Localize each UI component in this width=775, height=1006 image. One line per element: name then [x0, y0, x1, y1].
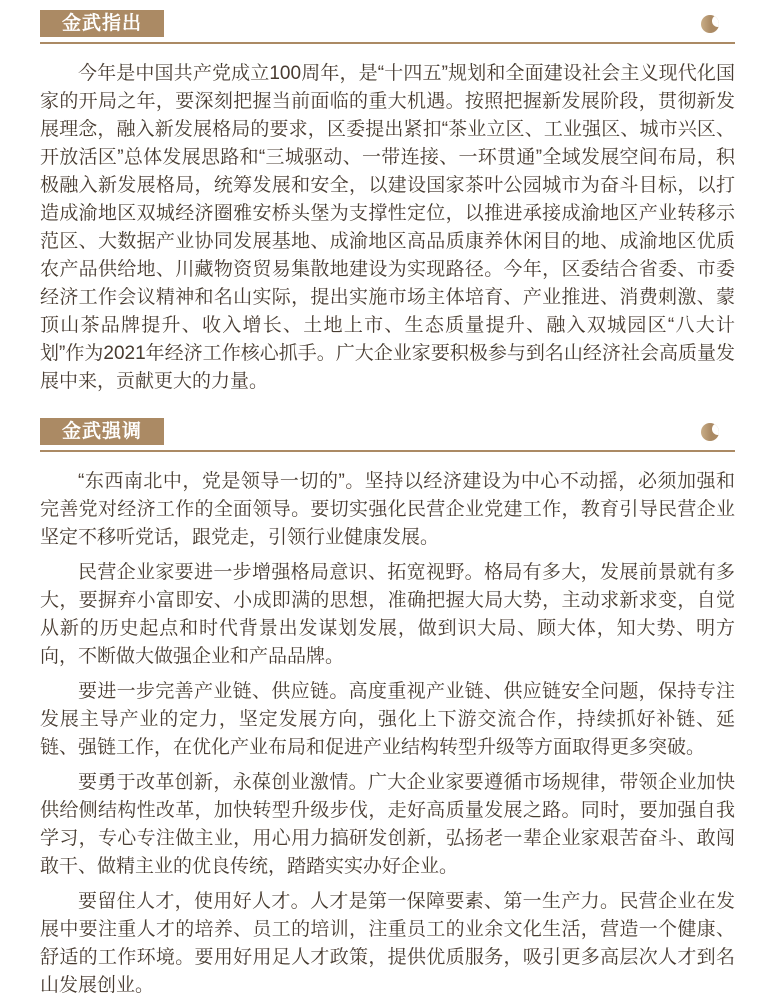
paragraph: “东西南北中，党是领导一切的”。坚持以经济建设为中心不动摇，必须加强和完善党对经济工作的全面领导。要切实强化民营企业党建工作，教育引导民营企业坚定不移听党话，跟党走，引领行业健康发展。 [40, 471, 735, 548]
section-body [40, 60, 735, 396]
paragraph: 要勇于改革创新，永葆创业激情。广大企业家要遵循市场规律，带领企业加快供给侧结构性改革，加快转型升级步伐，走好高质量发展之路。同时，要加强自我学习，专心专注做主业，用心用力搞研发创新，弘扬老一辈企业家艰苦奋斗、敢闯敢干、做精主业的优良传统，踏踏实实办好企业。 [40, 772, 735, 877]
section-header [40, 10, 735, 44]
section-header [40, 418, 735, 452]
paragraph: 今年是中国共产党成立100周年，是“十四五”规划和全面建设社会主义现代化国家的开局之年，要深刻把握当前面临的重大机遇。按照把握新发展阶段，贯彻新发展理念，融入新发展格局的要求，区委提出紧扣“茶业立区、工业强区、城市兴区、开放活区”总体发展思路和“三城驱动、一带连接、一环贯通”全域发展空间布局，积极融入新发展格局，统筹发展和安全，以建设国家茶叶公园城市为奋斗目标，以打造成渝地区双城经济圈雅安桥头堡为支撑性定位，以推进承接成渝地区产业转移示范区、大数据产业协同发展基地、成渝地区高品质康养休闲目的地、成渝地区优质农产品供给地、川藏物资贸易集散地建设为实现路径。今年，区委结合省委、市委经济工作会议精神和名山实际，提出实施市场主体培育、产业推进、消费刺激、蒙顶山茶品牌提升、收入增长、土地上市、生态质量提升、融入双城园区“八大计划”作为2021年经济工作核心抓手。广大企业家要积极参与到名山经济社会高质量发展中来，贡献更大的力量。 [40, 63, 735, 392]
paragraph: 民营企业家要进一步增强格局意识、拓宽视野。格局有多大，发展前景就有多大，要摒弃小富即安、小成即满的思想，准确把握大局大势，主动求新求变，自觉从新的历史起点和时代背景出发谋划发展，做到识大局、顾大体，知大势、明方向，不断做大做强企业和产品品牌。 [40, 562, 735, 667]
section-badge: 金武指出 [40, 10, 164, 37]
section-badge: 金武强调 [40, 418, 164, 445]
section-jinwu-qiangdiao [40, 418, 735, 1000]
paragraph: 要留住人才，使用好人才。人才是第一保障要素、第一生产力。民营企业在发展中要注重人才的培养、员工的培训，注重员工的业余文化生活，营造一个健康、舒适的工作环境。要用好用足人才政策，提供优质服务，吸引更多高层次人才到名山发展创业。 [40, 891, 735, 996]
section-body [40, 468, 735, 1000]
moon-phase-icon[interactable] [701, 15, 719, 33]
paragraph: 要进一步完善产业链、供应链。高度重视产业链、供应链安全问题，保持专注发展主导产业的定力，坚定发展方向，强化上下游交流合作，持续抓好补链、延链、强链工作，在优化产业布局和促进产业结构转型升级等方面取得更多突破。 [40, 681, 735, 758]
section-jinwu-zhichu [40, 10, 735, 396]
article-page [40, 10, 735, 1000]
moon-phase-icon[interactable] [701, 423, 719, 441]
